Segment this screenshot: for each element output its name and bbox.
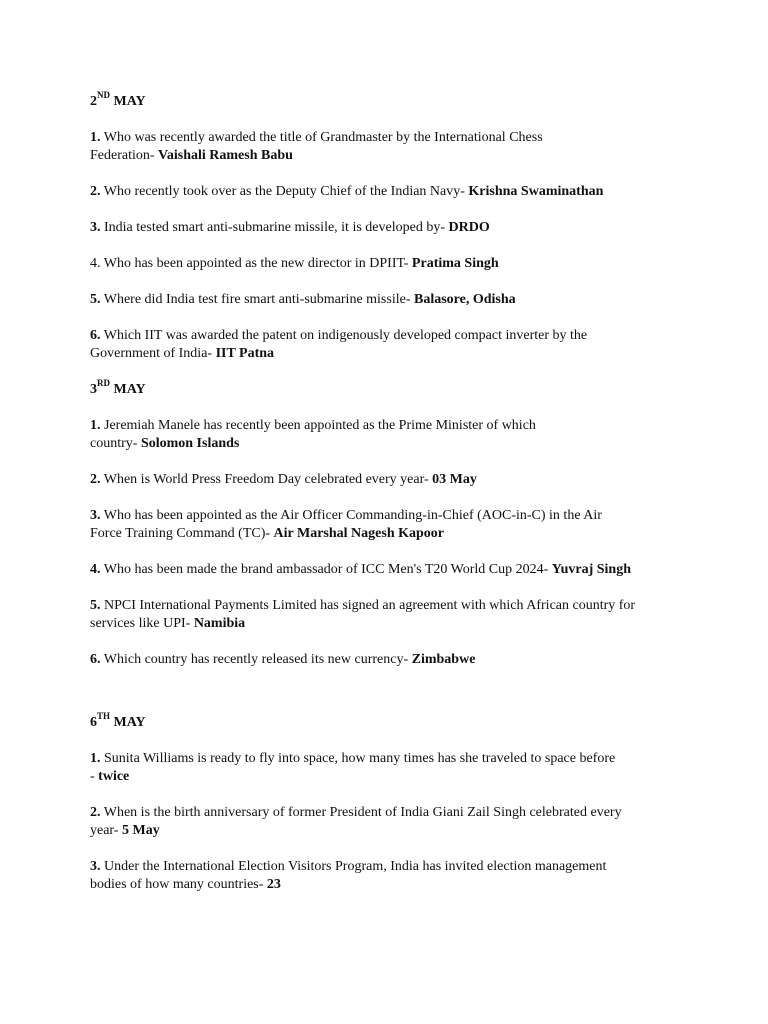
day-month: MAY bbox=[110, 94, 146, 109]
day-month: MAY bbox=[110, 382, 146, 397]
question-item bbox=[90, 507, 690, 543]
question-text: Under the International Election Visitors Program, India has invited election management bbox=[100, 859, 607, 874]
day-heading-3-may bbox=[90, 378, 690, 399]
question-text: Who was recently awarded the title of Grandmaster by the International Chess bbox=[100, 130, 543, 145]
question-answer: Namibia bbox=[193, 616, 246, 631]
question-text-cont: Government of India- bbox=[90, 346, 216, 361]
question-item bbox=[90, 219, 690, 237]
question-text-cont: year- bbox=[90, 823, 122, 838]
question-number: 1. bbox=[90, 418, 101, 433]
question-number: 2. bbox=[90, 805, 101, 820]
question-answer: Vaishali Ramesh Babu bbox=[158, 148, 293, 163]
question-number: 4. bbox=[90, 562, 101, 577]
question-number: 3. bbox=[90, 859, 101, 874]
question-number: 2. bbox=[90, 472, 101, 487]
question-answer: 23 bbox=[266, 877, 281, 892]
question-text: Where did India test fire smart anti-submarine missile- bbox=[100, 292, 414, 307]
question-text-cont: - bbox=[90, 769, 99, 784]
document-page bbox=[90, 90, 690, 894]
question-text: Which country has recently released its new currency- bbox=[100, 652, 412, 667]
question-number: 3. bbox=[90, 508, 101, 523]
question-item bbox=[90, 129, 690, 165]
question-text-cont: Force Training Command (TC)- bbox=[90, 526, 274, 541]
day-suffix: ND bbox=[97, 90, 110, 101]
question-text-cont: services like UPI- bbox=[90, 616, 194, 631]
question-item bbox=[90, 750, 690, 786]
question-text: Who has been appointed as the new director in DPIIT- bbox=[100, 256, 412, 271]
day-number: 2 bbox=[90, 94, 97, 109]
question-answer: Yuvraj Singh bbox=[551, 562, 632, 577]
day-suffix: TH bbox=[97, 711, 111, 722]
day-heading-6-may bbox=[90, 711, 690, 732]
question-number: 4. bbox=[90, 256, 101, 271]
day-month: MAY bbox=[110, 715, 146, 730]
question-item bbox=[90, 597, 690, 633]
question-answer: Air Marshal Nagesh Kapoor bbox=[273, 526, 445, 541]
question-answer: Krishna Swaminathan bbox=[468, 184, 604, 199]
question-number: 5. bbox=[90, 292, 101, 307]
day-number: 3 bbox=[90, 382, 97, 397]
question-text: Who has been appointed as the Air Officer Commanding-in-Chief (AOC-in-C) in the Air bbox=[100, 508, 602, 523]
question-text: When is the birth anniversary of former President of India Giani Zail Singh celebrated every bbox=[100, 805, 622, 820]
day-number: 6 bbox=[90, 715, 97, 730]
question-item bbox=[90, 804, 690, 840]
question-answer: DRDO bbox=[448, 220, 490, 235]
question-answer: 5 May bbox=[121, 823, 160, 838]
question-item bbox=[90, 561, 690, 579]
question-item bbox=[90, 858, 690, 894]
question-answer: Zimbabwe bbox=[411, 652, 476, 667]
question-text: NPCI International Payments Limited has signed an agreement with which African country for bbox=[100, 598, 636, 613]
question-item bbox=[90, 327, 690, 363]
question-number: 3. bbox=[90, 220, 101, 235]
day-suffix: RD bbox=[97, 378, 110, 389]
question-answer: Balasore, Odisha bbox=[413, 292, 516, 307]
question-item bbox=[90, 291, 690, 309]
question-answer: twice bbox=[98, 769, 130, 784]
question-answer: 03 May bbox=[432, 472, 477, 487]
question-number: 1. bbox=[90, 130, 101, 145]
question-answer: IIT Patna bbox=[215, 346, 275, 361]
question-number: 6. bbox=[90, 328, 101, 343]
question-number: 2. bbox=[90, 184, 101, 199]
question-item bbox=[90, 255, 690, 273]
question-item bbox=[90, 471, 690, 489]
question-answer: Solomon Islands bbox=[140, 436, 240, 451]
question-number: 1. bbox=[90, 751, 101, 766]
question-number: 6. bbox=[90, 652, 101, 667]
question-text-cont: Federation- bbox=[90, 148, 159, 163]
question-text: When is World Press Freedom Day celebrated every year- bbox=[100, 472, 433, 487]
question-item bbox=[90, 651, 690, 669]
question-text: Who recently took over as the Deputy Chief of the Indian Navy- bbox=[100, 184, 469, 199]
question-number: 5. bbox=[90, 598, 101, 613]
question-text: Who has been made the brand ambassador of ICC Men's T20 World Cup 2024- bbox=[100, 562, 552, 577]
question-item bbox=[90, 183, 690, 201]
question-text-cont: bodies of how many countries- bbox=[90, 877, 267, 892]
question-item bbox=[90, 417, 690, 453]
question-answer: Pratima Singh bbox=[411, 256, 499, 271]
question-text: India tested smart anti-submarine missile, it is developed by- bbox=[100, 220, 449, 235]
question-text: Jeremiah Manele has recently been appointed as the Prime Minister of which bbox=[100, 418, 536, 433]
question-text: Which IIT was awarded the patent on indigenously developed compact inverter by the bbox=[100, 328, 588, 343]
question-text-cont: country- bbox=[90, 436, 141, 451]
question-text: Sunita Williams is ready to fly into space, how many times has she traveled to space before bbox=[100, 751, 616, 766]
day-heading-2-may bbox=[90, 90, 690, 111]
